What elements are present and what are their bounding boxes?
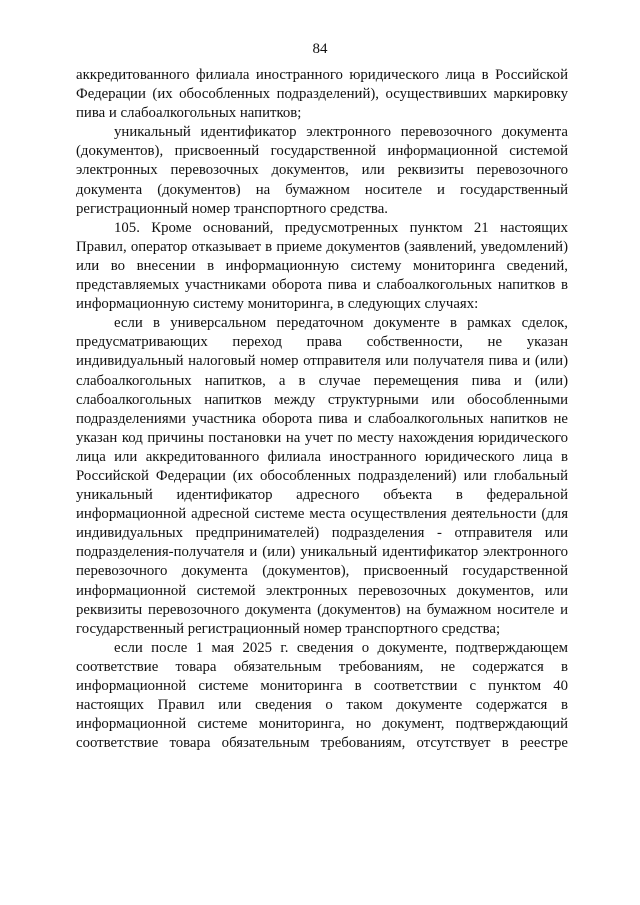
page-number: 84 [312, 41, 328, 57]
body-text [76, 66, 568, 753]
paragraph-clause-105: 105. Кроме оснований, предусмотренных пунктом 21 настоящих Правил, оператор отказывает в приеме документов (заявлений, уведомлений) или во внесении в информационную систему мониторинга сведений, представляемых участниками оборота пива и слабоалкогольных напитков в информационную систему мониторинга, в следующих случаях: [76, 219, 568, 313]
paragraph-conformity-condition: если после 1 мая 2025 г. сведения о документе, подтверждающем соответствие товара обязательным требованиям, не содержатся в информационной системе мониторинга в соответствии с пунктом 40 настоящих Правил или сведения о таком документе содержатся в информационной системе мониторинга, но документ, подтверждающий соответствие товара обязательным требованиям, отсутствует в реестре [76, 639, 568, 752]
paragraph-continuation: аккредитованного филиала иностранного юридического лица в Российской Федерации (их обособленных подразделений), осуществивших маркировку пива и слабоалкогольных напитков; [76, 67, 568, 122]
paragraph-upd-condition: если в универсальном передаточном документе в рамках сделок, предусматривающих переход права собственности, не указан индивидуальный налоговый номер отправителя или получателя пива и (или) слабоалкогольных напитков, а в случае перемещения пива и (или) слабоалкогольных напитков между структурными или обособленными подразделениями участника оборота пива и слабоалкогольных напитков не указан код причины постановки на учет по месту нахождения юридического лица или аккредитованного филиала иностранного юридического лица в Российской Федерации (их обособленных подразделений) или глобальный уникальный идентификатор адресного объекта в федеральной информационной адресной системе места осуществления деятельности (для индивидуальных предпринимателей) подразделения - отправителя или подразделения-получателя и (или) уникальный идентификатор электронного перевозочного документа (документов), присвоенный государственной информационной системой электронных перевозочных документов, или реквизиты перевозочного документа (документов) на бумажном носителе и государственный регистрационный номер транспортного средства; [76, 315, 568, 637]
paragraph-transport-document-id: уникальный идентификатор электронного перевозочного документа (документов), присвоенный государственной информационной системой электронных перевозочных документов, или реквизиты перевозочного документа (документов) на бумажном носителе и государственный регистрационный номер транспортного средства. [76, 124, 568, 217]
